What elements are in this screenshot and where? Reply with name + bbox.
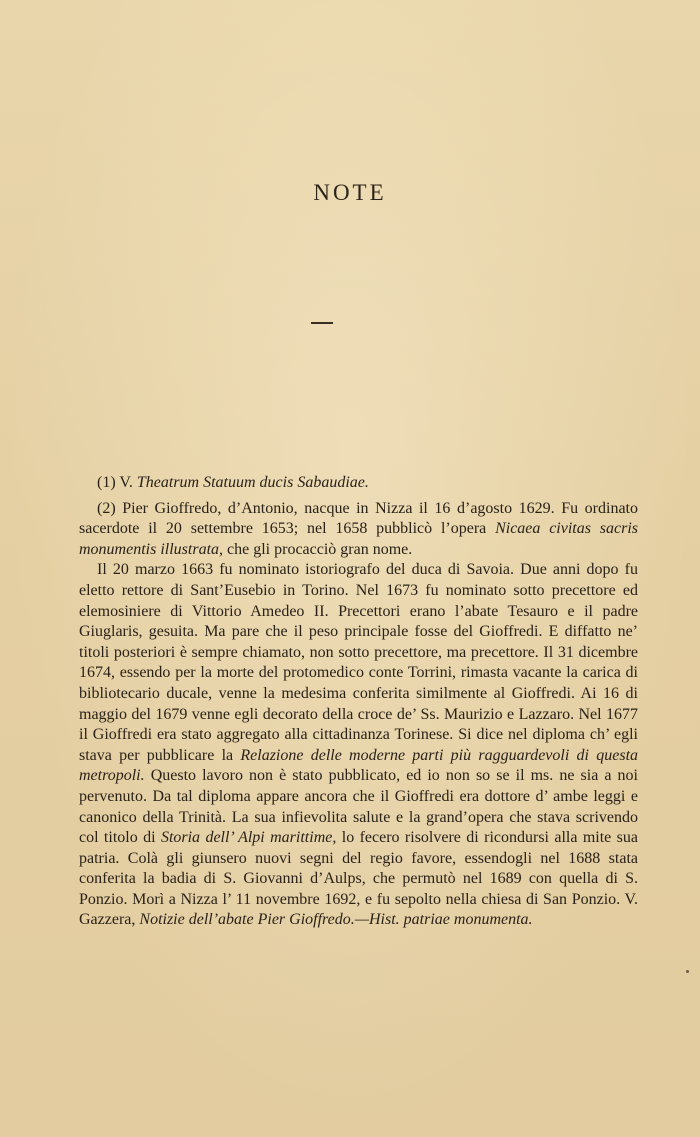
note-1-work-title: Theatrum Statuum ducis Sabaudiae.: [136, 474, 369, 491]
note-2-p2-text-c: lo fecero risolvere di ricondursi alla mite sua patria. Colà gli giunsero nuovi segni del regio favore, essendogli nel 1688 stata conferita la badia di S. Giovanni d’Aulps, che permutò nel 1689 con quella di S. Ponzio. Morì a Nizza l’ 11 novembre 1692, e fu sepolto nella chiesa di San Ponzio. V. Gazzera,: [79, 829, 639, 929]
note-2-work-title-notizie: Notizie dell’abate Pier Gioffredo.—Hist. patriae monumenta.: [139, 911, 533, 929]
note-2-text-a: Pier Gioffredo, d’Antonio, nacque in Nizza il 16 d’agosto 1629. Fu ordinato sacerdote il 20 settembre 1653; nel 1658 pubblicò l’opera: [79, 499, 639, 538]
note-2-paragraph-1: [79, 499, 638, 561]
note-1-number: (1): [97, 474, 116, 491]
notes-section: [79, 473, 638, 931]
note-2-paragraph-2: [79, 560, 638, 931]
note-2-number: (2): [97, 499, 116, 517]
note-2-work-title-storia: Storia dell’ Alpi marittime,: [160, 829, 337, 847]
note-2-p2-text-a: Il 20 marzo 1663 fu nominato istoriografo del duca di Savoia. Due anni dopo fu eletto rettore di Sant’Eusebio in Torino. Nel 1673 fu nominato sotto precettore ed elemosiniere di Vittorio Amedeo II. Precettori erano l’abate Tesauro e il padre Giuglaris, gesuita. Ma pare che il peso principale fosse del Gioffredi. E diffatto ne’ titoli posteriori è sempre chiamato, non sotto precettore, ma precettore. Il 31 dicembre 1674, essendo per la morte del protomedico conte Torrini, rimasta vacante la carica di bibliotecario ducale, venne la medesima conferita similmente al Gioffredi. Ai 16 di maggio del 1679 venne egli decorato della croce de’ Ss. Maurizio e Lazzaro. Nel 1677 il Gioffredi era stato aggregato alla cittadinanza Torinese. Si dice nel diploma ch’ egli stava per pubblicare la: [79, 561, 638, 764]
note-2-p2-text-b: Questo lavoro non è stato pubblicato, ed io non so se il ms. ne sia a noi pervenuto. Da tal diploma appare ancora che il Gioffredi era dottore d’ ambe leggi e canonico della Trinità. La sua infievolita salute e la grand’opera che stava scrivendo col titolo di: [79, 767, 638, 847]
note-1: [79, 473, 638, 494]
page-speck: [686, 970, 689, 973]
note-2-text-b: che gli procacciò gran nome.: [223, 540, 413, 558]
title-divider: [311, 322, 333, 324]
note-2-work-title-relazione: Relazione delle moderne parti più ragguardevoli di questa metropoli.: [79, 746, 639, 785]
note-1-prefix: V.: [119, 474, 133, 491]
note-2-work-title-nicaea: Nicaea civitas sacris monumentis illustrata,: [79, 520, 639, 558]
page-title: NOTE: [313, 180, 387, 205]
